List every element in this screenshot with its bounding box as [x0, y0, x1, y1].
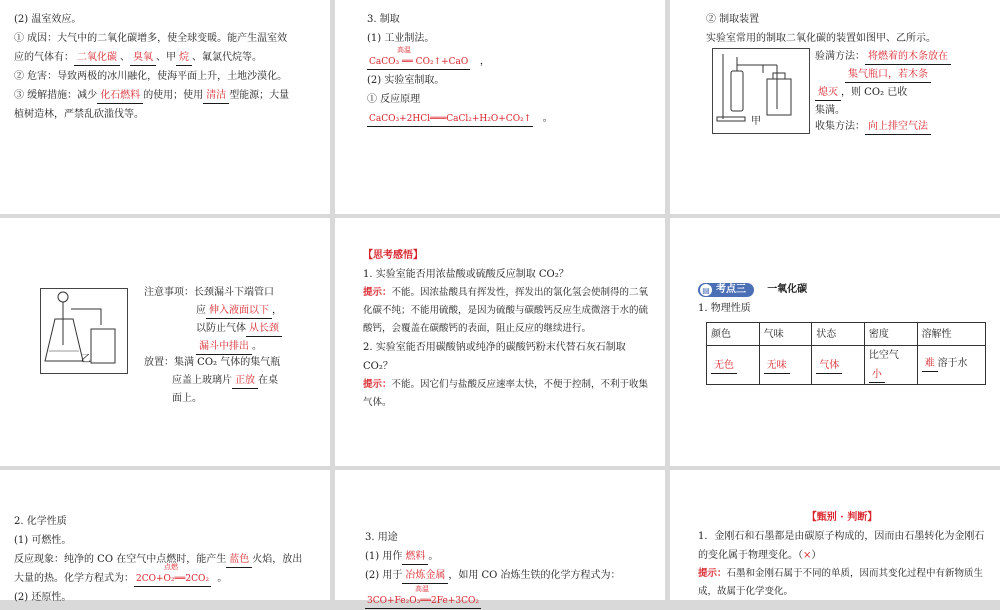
equation-line	[14, 563, 316, 588]
blank-density: 小	[869, 368, 885, 383]
answer-1-text: 石墨和金刚石属于不同的单质，因而其变化过程中有新物质生成，故属于化学变化。	[698, 568, 984, 597]
blank-fuel: 燃料	[402, 550, 428, 565]
collect-method	[815, 118, 931, 136]
question-1: 1. 实验室能否用浓盐酸或硫酸反应制取 CO₂？	[363, 269, 569, 280]
reduce: (2) 还原性。	[14, 592, 72, 603]
note	[144, 284, 314, 356]
blank-note-1: 伸入液面以下	[206, 304, 272, 319]
eq2-line	[367, 109, 651, 128]
place-2: 应盖上玻璃片	[172, 375, 232, 386]
slide-reflection	[335, 218, 665, 466]
blank-state: 气体	[816, 359, 842, 374]
use2-a: (2) 用于	[365, 570, 403, 581]
blank-collect: 向上排空气法	[865, 120, 931, 135]
apparatus-diagram	[712, 48, 810, 134]
table-cell: 难 溶于水	[917, 346, 985, 385]
blank-fuel: 化石燃料	[97, 89, 143, 104]
slide-preparation	[335, 0, 665, 214]
cause-text: ① 成因：大气中的二氧化碳增多，使全球变暖。能产生温室效	[14, 33, 288, 44]
title: ② 制取装置	[706, 14, 760, 25]
blank-color: 无色	[711, 359, 737, 374]
hint-label: 提示：	[363, 287, 392, 298]
eq2-punct: 。	[542, 113, 553, 124]
harm-line: ② 危害：导致两极的冰川融化，使海平面上升，土地沙漠化。	[14, 71, 288, 82]
gas-line: 应的气体有： 二氧化碳 、 臭氧 、甲 烷 、氟氯代烷等。	[14, 48, 316, 67]
gas-intro: 应的气体有：	[14, 52, 74, 63]
hint-label: 提示：	[698, 568, 727, 579]
diagram-label: 乙	[81, 354, 91, 365]
equation-line	[365, 585, 651, 610]
blank-solubility: 难	[922, 357, 938, 372]
lab: (2) 实验室制取。	[367, 75, 445, 86]
table-header: 颜色	[707, 323, 760, 346]
eq-punct: 。	[217, 573, 228, 584]
answer-2	[363, 376, 651, 412]
table-header: 气味	[759, 323, 812, 346]
measure-c: 型能源；大量	[229, 90, 290, 101]
eq-text: 2CO+O₂══2CO₂	[136, 574, 209, 584]
use-2	[365, 566, 651, 585]
equation-2: CaCO₃+2HCl═══CaCl₂+H₂O+CO₂↑	[367, 112, 533, 127]
equation-1	[367, 46, 470, 70]
q1-text: 1．金刚石和石墨都是由碳原子构成的，因而由石墨转化为金刚石的变化属于物理变化。（	[698, 531, 985, 561]
table-row	[707, 346, 986, 385]
title: 【甄别 · 判断】	[806, 512, 878, 523]
phen-b: 火焰，放出	[252, 554, 303, 565]
slide-greenhouse	[0, 0, 330, 214]
table-cell	[864, 346, 917, 385]
measure-line-2: 植树造林，严禁乱砍滥伐等。	[14, 109, 144, 120]
note-4: 以防止气体	[196, 323, 246, 334]
measure-a: ③ 缓解措施：减少	[14, 90, 98, 101]
blank-gas3: 烷	[176, 51, 192, 66]
gas3-pre: 甲	[166, 52, 176, 63]
title: 3. 制取	[367, 14, 400, 25]
measure-b: 的使用；使用	[143, 90, 204, 101]
answer-2-text: 不能。因它们与盐酸反应速率太快，不便于控制，不利于收集气体。	[363, 379, 649, 408]
equation	[134, 563, 211, 587]
table-header-row	[707, 323, 986, 346]
note-5: 。	[252, 341, 262, 352]
slide-judge	[670, 470, 1000, 600]
equation	[365, 585, 481, 609]
book-icon: ▤	[700, 284, 712, 296]
check-label: 验满方法：	[815, 51, 865, 62]
answer-1	[698, 565, 986, 601]
phen-c: 大量的热。化学方程式为：	[14, 573, 134, 584]
property-table	[706, 322, 986, 385]
physical-title: 1. 物理性质	[698, 303, 751, 314]
blank-metal: 冶炼金属	[402, 569, 448, 584]
blank-note-2: 从长颈	[246, 322, 282, 337]
eq-condition: 高温	[415, 585, 429, 593]
eq-text: 3CO+Fe₂O₃══2Fe+3CO₂	[367, 596, 479, 606]
answer-1-text: 不能。因浓盐酸具有挥发性，挥发出的氯化氢会使制得的二氧化碳不纯；不能用硫酸，是因为硫酸与碳酸钙反应生成微溶于水的硫酸钙，会覆盖在碳酸钙的表面，阻止反应的继续进行。	[363, 287, 649, 334]
slide-uses	[335, 470, 665, 606]
table-header: 状态	[812, 323, 865, 346]
check-method	[815, 48, 980, 120]
topic-badge	[698, 283, 754, 297]
density-text: 比空气	[868, 350, 899, 361]
use-1	[365, 547, 651, 566]
principle: ① 反应原理	[367, 94, 421, 105]
note-3: ，	[272, 305, 282, 316]
eq1-punct: ，	[479, 56, 490, 67]
table-cell	[759, 346, 812, 385]
blank-check-2: 集气瓶口，若木条	[845, 68, 931, 83]
table-cell	[812, 346, 865, 385]
blank-clean: 清洁	[203, 89, 229, 104]
heading: (2) 温室效应。	[14, 14, 82, 25]
note-2: 应	[196, 305, 206, 316]
q1-end: ）	[811, 550, 822, 561]
eq1-condition: 高温	[397, 46, 411, 54]
hint-label: 提示：	[363, 379, 392, 390]
place-4: 面上。	[172, 393, 202, 404]
topic: 一氧化碳	[767, 284, 808, 295]
note-1: 注意事项：长颈漏斗下端管口	[144, 287, 274, 298]
table-cell	[707, 346, 760, 385]
use1-a: (1) 用作	[365, 551, 403, 562]
question-1	[698, 527, 986, 565]
slide-apparatus-b	[0, 218, 330, 466]
check-4: ，则 CO₂ 已收	[841, 87, 908, 98]
title: 2. 化学性质	[14, 516, 67, 527]
table-header: 密度	[864, 323, 917, 346]
cause-line	[14, 29, 316, 48]
eq-condition: 点燃	[164, 563, 178, 571]
diagram-label: 甲	[751, 116, 761, 127]
table-header: 溶解性	[917, 323, 985, 346]
check-5: 集满。	[815, 105, 845, 116]
phen-a: 反应现象：纯净的 CO 在空气中点燃时，能产生	[14, 554, 227, 565]
blank-place: 正放	[232, 374, 258, 389]
measure-line	[14, 86, 316, 105]
blank-odor: 无味	[764, 359, 790, 374]
title: 【思考感悟】	[363, 250, 423, 261]
placement	[144, 354, 314, 408]
slide-carbon-monoxide	[670, 218, 1000, 466]
apparatus-a-drawing	[713, 49, 809, 133]
desc: 实验室常用的制取二氧化碳的装置如图甲、乙所示。	[706, 33, 936, 44]
blank-gas2: 臭氧	[130, 51, 156, 66]
collect-label: 收集方法：	[815, 121, 865, 132]
blank-note-3: 漏斗中排出	[196, 340, 252, 355]
blank-check-1: 将燃着的木条放在	[865, 50, 951, 65]
answer-mark: ×	[803, 550, 812, 561]
eq1-line	[367, 46, 651, 71]
place-1: 放置：集满 CO₂ 气体的集气瓶	[144, 357, 281, 368]
header-line	[698, 280, 986, 299]
slide-chemical	[0, 470, 330, 603]
industrial: (1) 工业制法。	[367, 33, 435, 44]
answer-1	[363, 284, 651, 338]
badge-label: 考点三	[716, 284, 746, 295]
place-3: 在桌	[258, 375, 278, 386]
eq1-text: CaCO₃ ══ CO₂↑+CaO	[369, 57, 469, 67]
apparatus-diagram-b	[40, 288, 128, 374]
blank-gas1: 二氧化碳	[74, 51, 120, 66]
question-2: 2. 实验室能否用碳酸钠或纯净的碳酸钙粉末代替石灰石制取 CO₂？	[363, 342, 626, 372]
slide-apparatus-a	[670, 0, 1000, 214]
use2-b: ，如用 CO 冶炼生铁的化学方程式为：	[448, 570, 621, 581]
blank-check-3: 熄灭	[815, 86, 841, 101]
title: 3. 用途	[365, 532, 398, 543]
use1-b: 。	[428, 551, 439, 562]
gas4-text: 、氟氯代烷等。	[192, 52, 262, 63]
flammable: (1) 可燃性。	[14, 535, 72, 546]
blank-blue: 蓝色	[226, 553, 252, 568]
